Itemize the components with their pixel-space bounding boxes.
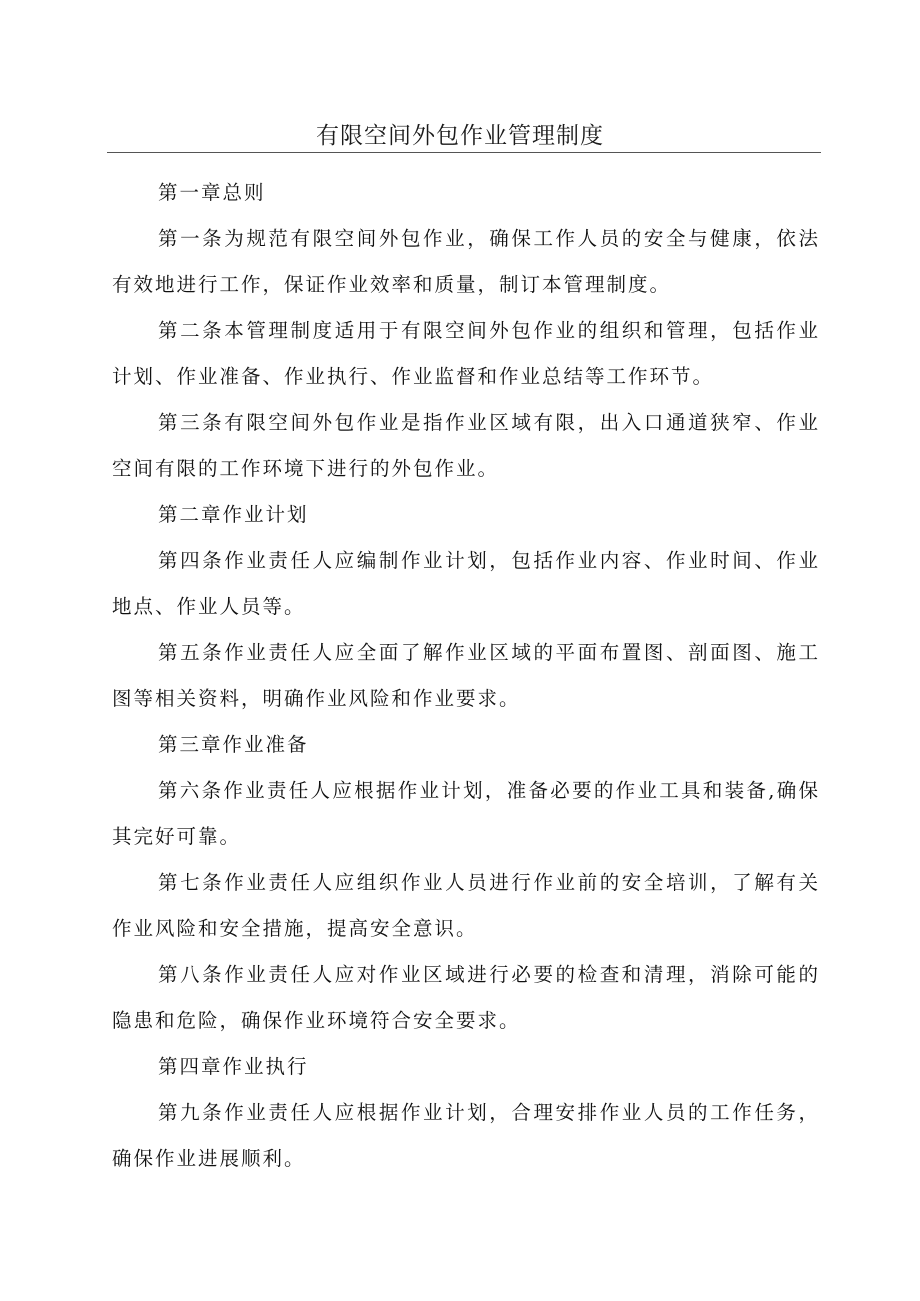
article-5: 第五条作业责任人应全面了解作业区域的平面布置图、剖面图、施工图等相关资料，明确作业风险和作业要求。: [112, 641, 820, 710]
article-8: 第八条作业责任人应对作业区域进行必要的检查和清理，消除可能的隐患和危险，确保作业环境符合安全要求。: [112, 963, 820, 1032]
article-9: 第九条作业责任人应根据作业计划，合理安排作业人员的工作任务，确保作业进展顺利。: [112, 1101, 820, 1170]
article-2: 第二条本管理制度适用于有限空间外包作业的组织和管理，包括作业计划、作业准备、作业执行、作业监督和作业总结等工作环节。: [112, 319, 820, 388]
document-title: 有限空间外包作业管理制度: [316, 123, 604, 149]
article-1: 第一条为规范有限空间外包作业，确保工作人员的安全与健康，依法有效地进行工作，保证作业效率和质量，制订本管理制度。: [112, 227, 820, 296]
article-7: 第七条作业责任人应组织作业人员进行作业前的安全培训，了解有关作业风险和安全措施，提高安全意识。: [112, 871, 820, 940]
article-3: 第三条有限空间外包作业是指作业区域有限，出入口通道狭窄、作业空间有限的工作环境下进行的外包作业。: [112, 411, 820, 480]
chapter-heading-4: 第四章作业执行: [158, 1055, 309, 1078]
article-4: 第四条作业责任人应编制作业计划，包括作业内容、作业时间、作业地点、作业人员等。: [112, 549, 820, 618]
chapter-heading-1: 第一章总则: [158, 181, 266, 204]
chapter-heading-3: 第三章作业准备: [158, 733, 309, 756]
chapter-heading-2: 第二章作业计划: [158, 503, 309, 526]
document-body: [112, 170, 820, 1182]
title-underline: [107, 152, 821, 153]
article-6: 第六条作业责任人应根据作业计划，准备必要的作业工具和装备,确保其完好可靠。: [112, 779, 820, 848]
